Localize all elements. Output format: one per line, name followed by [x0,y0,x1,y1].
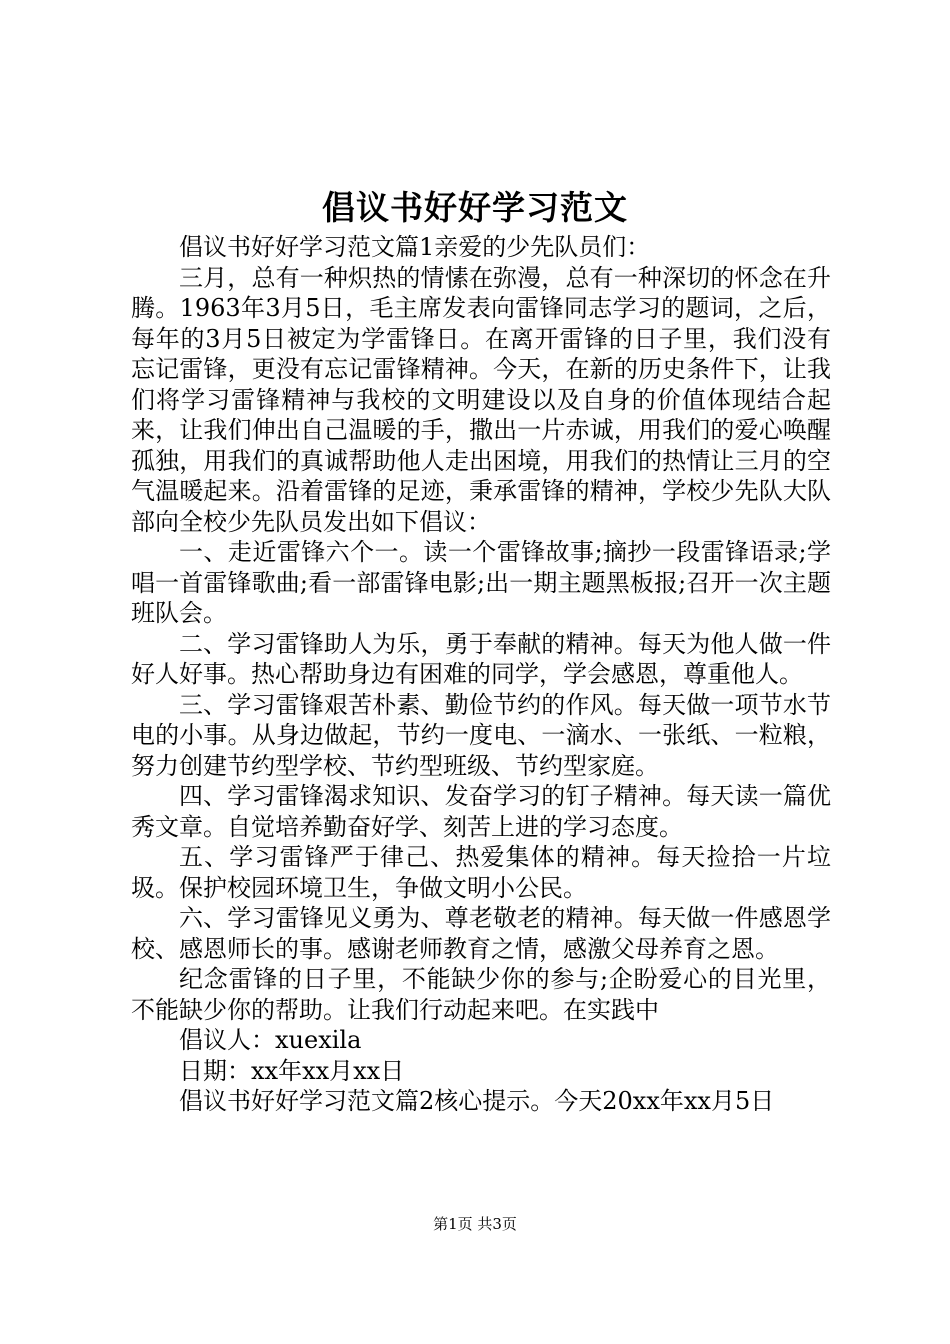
paragraph-proposal-5: 五、学习雷锋严于律己、热爱集体的精神。每天捡拾一片垃圾。保护校园环境卫生，争做文明小公民。 [131,843,831,902]
paragraph-proposal-1: 一、走近雷锋六个一。读一个雷锋故事;摘抄一段雷锋语录;学唱一首雷锋歌曲;看一部雷锋电影;出一期主题黑板报;召开一次主题班队会。 [131,538,831,627]
paragraph-closing: 纪念雷锋的日子里，不能缺少你的参与;企盼爱心的目光里，不能缺少你的帮助。让我们行动起来吧。在实践中 [131,965,831,1024]
paragraph-intro: 三月，总有一种炽热的情愫在弥漫，总有一种深切的怀念在升腾。1963年3月5日，毛主席发表向雷锋同志学习的题词，之后，每年的3月5日被定为学雷锋日。在离开雷锋的日子里，我们没有忘记雷锋，更没有忘记雷锋精神。今天，在新的历史条件下，让我们将学习雷锋精神与我校的文明建设以及自身的价值体现结合起来，让我们伸出自己温暖的手，撒出一片赤诚，用我们的爱心唤醒孤独，用我们的真诚帮助他人走出困境，用我们的热情让三月的空气温暖起来。沿着雷锋的足迹，秉承雷锋的精神，学校少先队大队部向全校少先队员发出如下倡议： [131,263,831,536]
document-title: 倡议书好好学习范文 [322,188,628,227]
paragraph-proposal-4: 四、学习雷锋渴求知识、发奋学习的钉子精神。每天读一篇优秀文章。自觉培养勤奋好学、刻苦上进的学习态度。 [131,782,831,841]
document-body [131,232,831,1117]
paragraph-date: 日期：xx年xx月xx日 [179,1056,405,1085]
page-footer: 第1页 共3页 [433,1215,517,1233]
paragraph-article-2-start: 倡议书好好学习范文篇2核心提示。今天20xx年xx月5日 [179,1087,775,1115]
paragraph-proposal-3: 三、学习雷锋艰苦朴素、勤俭节约的作风。每天做一项节水节电的小事。从身边做起，节约一度电、一滴水、一张纸、一粒粮，努力创建节约型学校、节约型班级、节约型家庭。 [131,690,831,780]
paragraph-proposal-2: 二、学习雷锋助人为乐，勇于奉献的精神。每天为他人做一件好人好事。热心帮助身边有困难的同学，学会感恩，尊重他人。 [131,629,831,688]
paragraph-greeting: 倡议书好好学习范文篇1亲爱的少先队员们： [179,233,651,261]
paragraph-proposal-6: 六、学习雷锋见义勇为、尊老敬老的精神。每天做一件感恩学校、感恩师长的事。感谢老师教育之情，感激父母养育之恩。 [131,904,831,963]
paragraph-signature: 倡议人：xuexila [179,1026,362,1054]
